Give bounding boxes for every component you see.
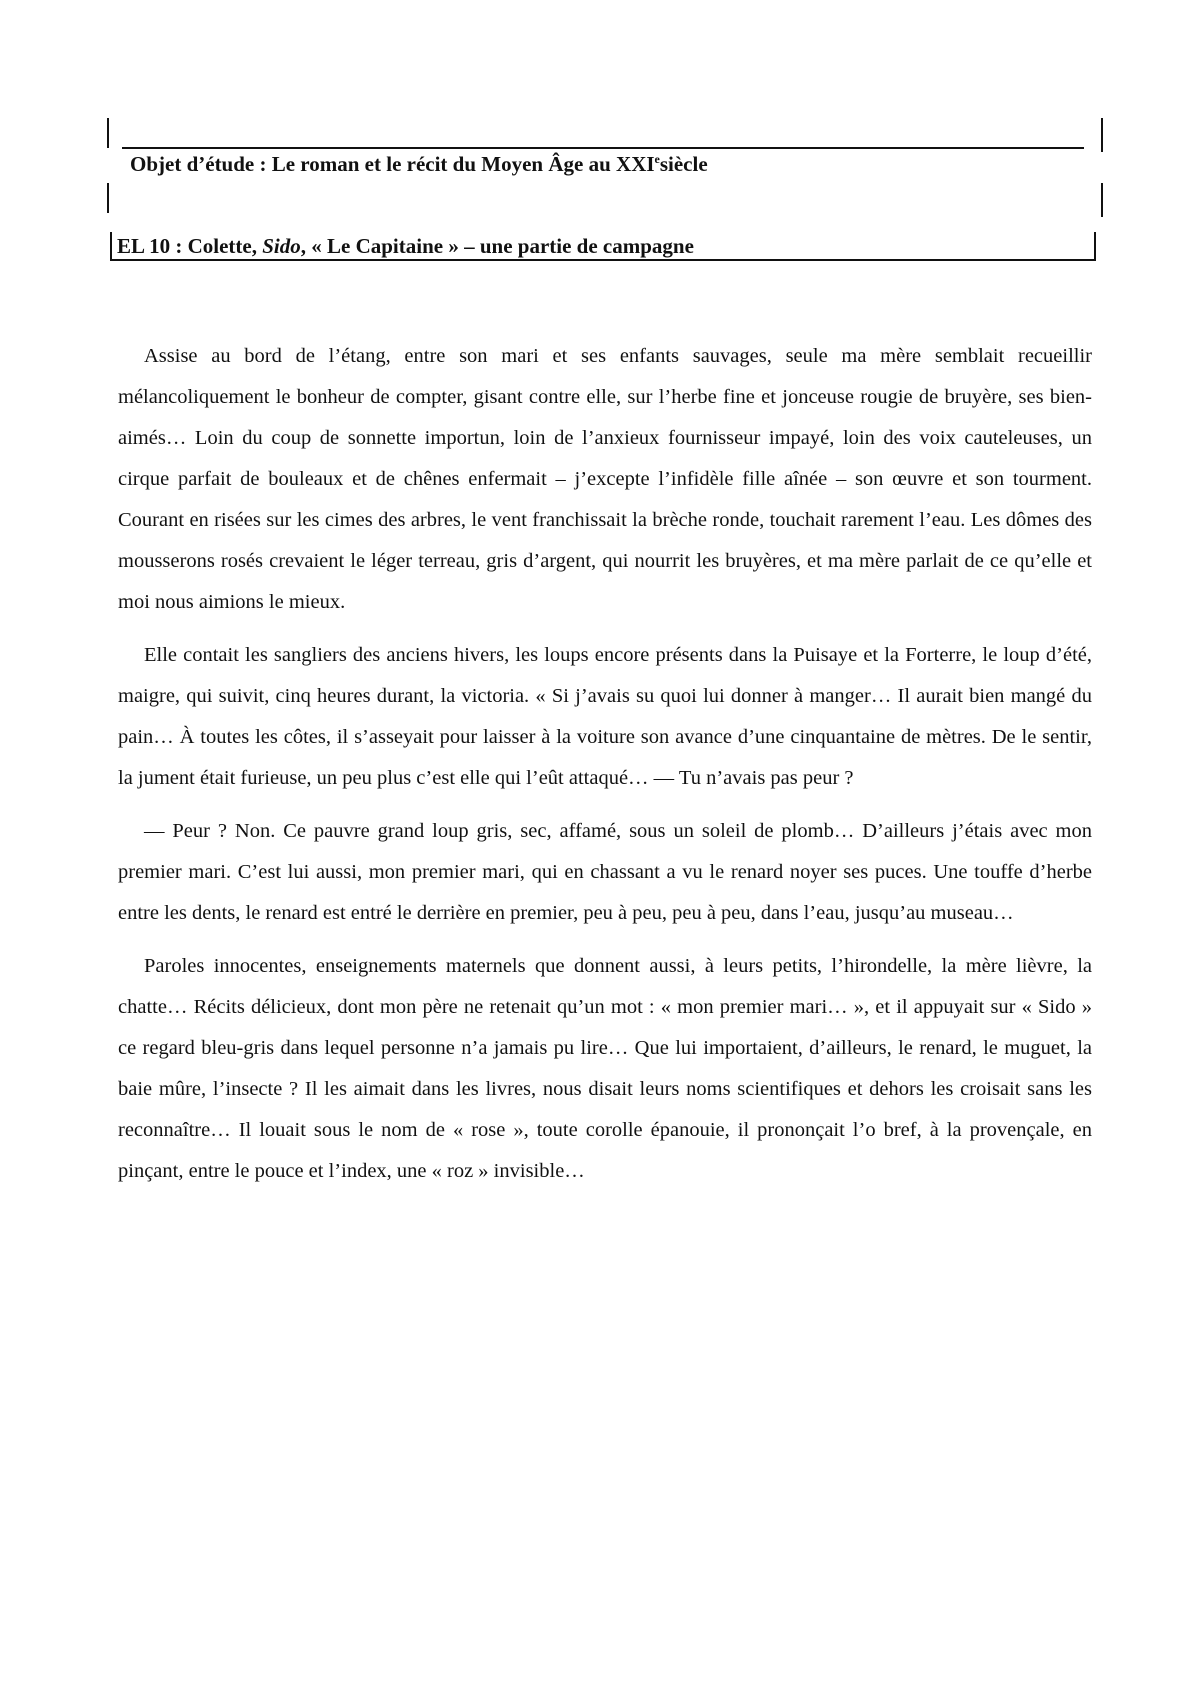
paragraph: Elle contait les sangliers des anciens hivers, les loups encore présents dans la Puisaye et la Forterre, le loup d’été, maigre, qui suivit, cinq heures durant, la victoria. « Si j’avais su quoi lui donner à manger… Il aurait bien mangé du pain… À toutes les côtes, il s’asseyait pour laisser à la voiture son avance d’une cinquantaine de mètres. De le sentir, la jument était furieuse, un peu plus c’est elle qui l’eût attaqué… — Tu n’avais pas peur ? <box>118 644 1092 789</box>
el-box-border-left <box>110 232 112 261</box>
header-border-left-top <box>107 118 109 148</box>
paragraph: — Peur ? Non. Ce pauvre grand loup gris, sec, affamé, sous un soleil de plomb… D’ailleurs j’étais avec mon premier mari. C’est lui aussi, mon premier mari, qui en chassant a vu le renard noyer ses puces. Une touffe d’herbe entre les dents, le renard est entré le derrière en premier, peu à peu, peu à peu, dans l’eau, jusqu’au museau… <box>118 820 1092 924</box>
paragraph: Assise au bord de l’étang, entre son mari et ses enfants sauvages, seule ma mère semblait recueillir mélancoliquement le bonheur de compter, gisant contre elle, sur l’herbe fine et jonceuse rougie de bruyère, ses bien-aimés… Loin du coup de sonnette importun, loin de l’anxieux fournisseur impayé, loin des voix cauteleuses, un cirque parfait de bouleaux et de chênes enfermait – j’excepte l’infidèle fille aînée – son œuvre et son tourment. Courant en risées sur les cimes des arbres, le vent franchissait la brèche ronde, touchait rarement l’eau. Les dômes des mousserons rosés crevaient le léger terreau, gris d’argent, qui nourrit les bruyères, et ma mère parlait de ce qu’elle et moi nous aimions le mieux. <box>118 345 1092 613</box>
header-border-right-top <box>1101 118 1103 152</box>
header-border-left-mid <box>107 183 109 213</box>
el-box-rule-bottom <box>110 259 1096 261</box>
paragraph: Paroles innocentes, enseignements maternels que donnent aussi, à leurs petits, l’hirondelle, la mère lièvre, la chatte… Récits délicieux, dont mon père ne retenait qu’un mot : « mon premier mari… », et il appuyait sur « Sido » ce regard bleu-gris dans lequel personne n’a jamais pu lire… Que lui importaient, d’ailleurs, le renard, le muguet, la baie mûre, l’insecte ? Il les aimait dans les livres, nous disait leurs noms scientifiques et dehors les croisait sans les reconnaître… Il louait sous le nom de « rose », toute corolle épanouie, il prononçait l’o bref, à la provençale, en pinçant, entre le pouce et l’index, une « roz » invisible… <box>118 955 1092 1182</box>
el-box-border-right <box>1094 232 1096 261</box>
objet-etude-title: Objet d’étude : Le roman et le récit du Moyen Âge au XXIesiècle <box>130 152 708 176</box>
excerpt-body <box>118 336 1092 1204</box>
el-title: EL 10 : Colette, Sido, « Le Capitaine » – une partie de campagne <box>117 234 694 258</box>
header-rule-top <box>122 147 1084 149</box>
header-border-right-mid <box>1101 183 1103 217</box>
